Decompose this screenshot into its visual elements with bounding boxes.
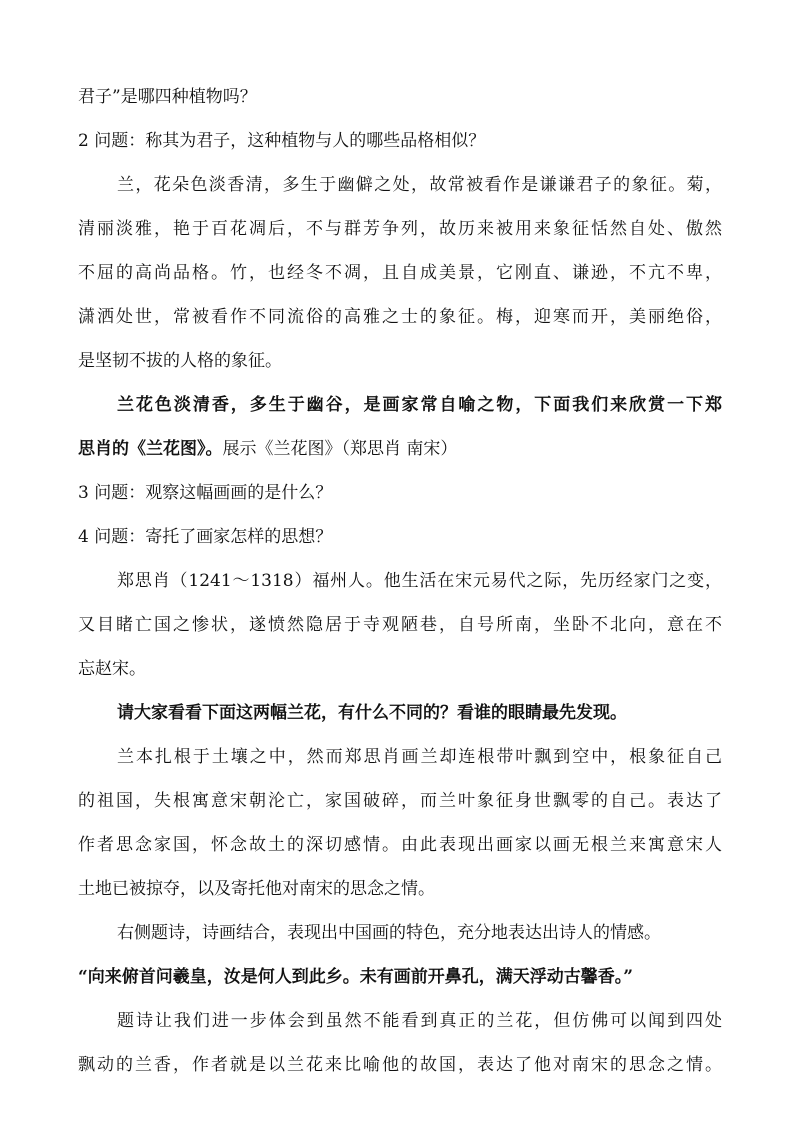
bold-text: 思肖的《兰花图》。: [78, 439, 223, 459]
paragraph-line: 的祖国，失根寓意宋朝沦亡，家国破碎，而兰叶象征身世飘零的自己。表达了: [78, 791, 722, 811]
question-2: 2 问题：称其为君子，这种植物与人的哪些品格相似？: [78, 131, 486, 151]
paragraph-line: 君子”是哪四种植物吗？: [78, 87, 257, 107]
paragraph-line: 郑思肖（1241～1318）福州人。他生活在宋元易代之际，先历经家门之变，: [117, 571, 722, 591]
paragraph-line: 作者思念家国，怀念故土的深切感情。由此表现出画家以画无根兰来寓意宋人: [78, 835, 722, 855]
paragraph-line: 兰本扎根于土壤之中，然而郑思肖画兰却连根带叶飘到空中，根象征自己: [117, 747, 722, 767]
bold-paragraph-line: 请大家看看下面这两幅兰花，有什么不同的？看谁的眼睛最先发现。: [117, 703, 627, 723]
normal-text: 展示《兰花图》（郑思肖 南宋）: [222, 439, 458, 459]
paragraph-line: 飘动的兰香，作者就是以兰花来比喻他的故国，表达了他对南宋的思念之情。: [78, 1055, 722, 1075]
poem-quote: “向来俯首问羲皇，汝是何人到此乡。未有画前开鼻孔，满天浮动古馨香。”: [78, 967, 634, 987]
paragraph-line: 潇洒处世，常被看作不同流俗的高雅之士的象征。梅，迎寒而开，美丽绝俗，: [78, 307, 722, 327]
bold-paragraph-line: 兰花色淡清香，多生于幽谷，是画家常自喻之物，下面我们来欣赏一下郑: [117, 395, 722, 415]
question-4: 4 问题：寄托了画家怎样的思想？: [78, 527, 333, 547]
paragraph-line: 题诗让我们进一步体会到虽然不能看到真正的兰花，但仿佛可以闻到四处: [117, 1011, 722, 1031]
paragraph-line: 右侧题诗，诗画结合，表现出中国画的特色，充分地表达出诗人的情感。: [117, 923, 661, 943]
paragraph-line: 兰，花朵色淡香清，多生于幽僻之处，故常被看作是谦谦君子的象征。菊，: [117, 175, 722, 195]
paragraph-line: 忘赵宋。: [78, 659, 146, 679]
paragraph-line: 不屈的高尚品格。竹，也经冬不凋，且自成美景，它刚直、谦逊，不亢不卑，: [78, 263, 722, 283]
paragraph-line: 清丽淡雅，艳于百花凋后，不与群芳争列，故历来被用来象征恬然自处、傲然: [78, 219, 722, 239]
paragraph-line: 是坚韧不拔的人格的象征。: [78, 351, 282, 371]
question-3: 3 问题：观察这幅画画的是什么？: [78, 483, 333, 503]
paragraph-line: 又目睹亡国之惨状，遂愤然隐居于寺观陋巷，自号所南，坐卧不北向，意在不: [78, 615, 722, 635]
paragraph-line: 土地已被掠夺，以及寄托他对南宋的思念之情。: [78, 879, 435, 899]
paragraph-line-mixed: [78, 438, 457, 460]
